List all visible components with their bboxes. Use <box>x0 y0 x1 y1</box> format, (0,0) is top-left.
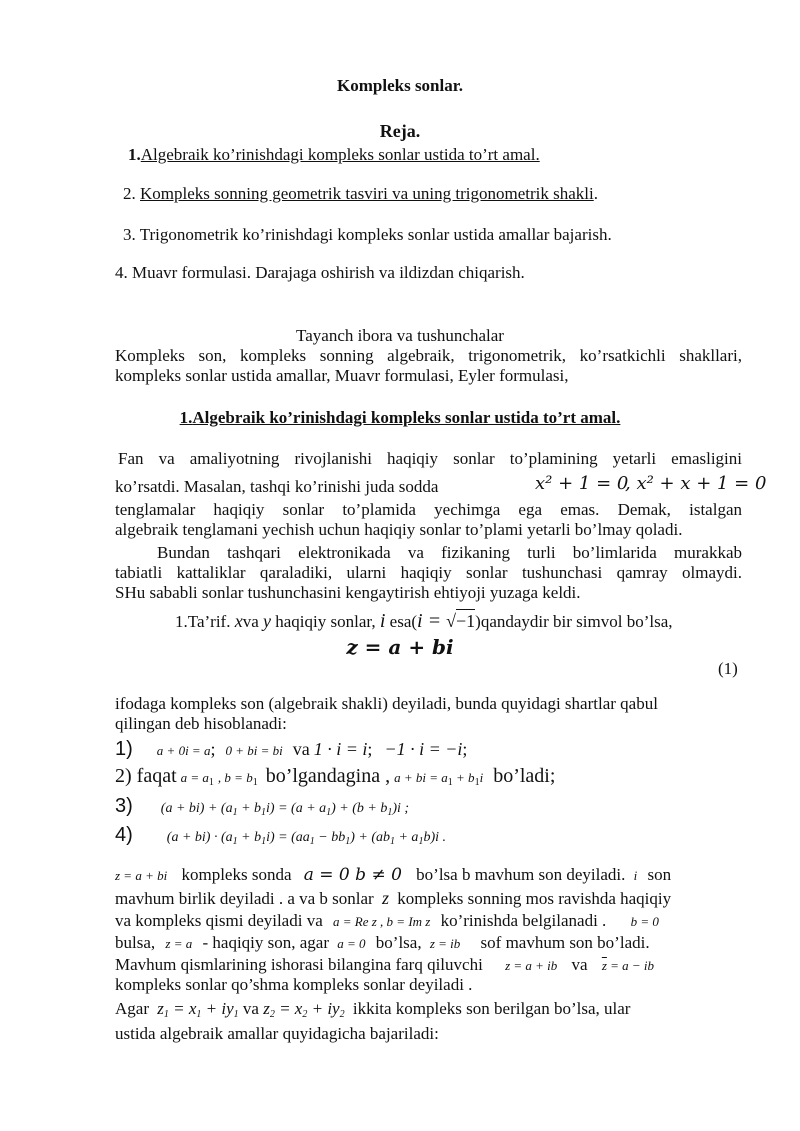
paragraph-intro: Fan va amaliyotning rivojlanishi haqiqiy sonlar to’plamining yetarli emasligini <box>118 449 742 468</box>
plan-item-3: 3. Trigonometrik ko’rinishdagi kompleks sonlar ustida amallar bajarish. <box>123 225 612 244</box>
formula-multiplication: $(a + bi) \cdot (a_1 + b_1i) = (aa_1 - bb_1) + (ab_1 + a_1b)i$ . <box>166 830 446 847</box>
paragraph-agar-line2: ustida algebraik amallar quyidagicha bajariladi: <box>115 1024 439 1043</box>
paragraph-definition: ifodaga kompleks son (algebraik shakli) deyiladi, bunda quyidagi shartlar qabul qilingan deb hisoblanadi: <box>115 694 658 733</box>
section-heading: 1.Algebraik ko’rinishdagi kompleks sonlar ustida to’rt amal. <box>179 408 621 427</box>
formula-z-equals-a-plus-bi: z = a + bi <box>346 635 454 659</box>
paragraph-electronics: Bundan tashqari elektronikada va fizikaning turli bo’limlarida murakkab <box>157 543 742 562</box>
equation-number: (1) <box>718 659 738 678</box>
paragraph-agar-line1: Agar $z_1 = x_1 + iy_1$ va $z_2 = x_2 + iy_2$ ikkita kompleks son berilgan bo’lsa, ular <box>115 999 631 1020</box>
condition-1: 1) a + 0i = a; 0 + bi = bi va 1 · i = i; −1 · i = −i; <box>115 738 468 760</box>
plan-item-1: 1.Algebraik ko’rinishdagi kompleks sonlar ustida to’rt amal. <box>128 145 540 164</box>
paragraph-mavhum-line5: Mavhum qismlarining ishorasi bilangina farq qiluvchi z = a + ib va $\overline{z} = a$ − ib <box>115 955 655 974</box>
equation-x2-plus-1: x² + 1 = 0 <box>535 473 629 494</box>
paragraph-intro-rest: tenglamalar haqiqiy sonlar to’plamida yechimga ega emas. Demak, istalgan algebraik tenglamani yechish uchun haqiqiy sonlar to’plami yetarli bo’lmay qoladi. <box>115 500 742 539</box>
plan-heading: Reja. <box>379 121 421 141</box>
condition-3: 3) $(a + bi) + (a_1 + b_1i) = (a + a_1) + (b + b_1)i$ ; <box>115 795 410 818</box>
document-title: Kompleks sonlar. <box>337 76 463 95</box>
condition-2: 2) faqat $a = a_1$ , $b = b_1$ bo’lgandagina , a + bi = $a_1 + b_1i$ bo’ladi; <box>115 765 556 788</box>
paragraph-mavhum-line2: mavhum birlik deyiladi . a va b sonlar z kompleks sonning mos ravishda haqiqiy <box>115 888 672 908</box>
condition-4: 4) $(a + bi) \cdot (a_1 + b_1i) = (aa_1 - bb_1) + (ab_1 + a_1b)i$ . <box>115 824 446 847</box>
plan-item-4: 4. Muavr formulasi. Darajaga oshirish va ildizdan chiqarish. <box>115 263 525 282</box>
plan-item-2: 2. Kompleks sonning geometrik tasviri va uning trigonometrik shakli. <box>123 184 598 203</box>
paragraph-electronics-rest: tabiatli kattaliklar qaraladiki, ularni haqiqiy sonlar tushunchasi qamray olmaydi. SHu sababli sonlar tushunchasini kengaytirish ehtiyoji yuzaga keldi. <box>115 563 742 602</box>
keywords-heading: Tayanch ibora va tushunchalar <box>296 326 504 345</box>
definition-line: 1.Ta’rif. xva y haqiqiy sonlar, i esa(i = √−1)qandaydir bir simvol bo’lsa, <box>175 610 673 632</box>
paragraph-mavhum-line4: bulsa, z = a - haqiqiy son, agar a = 0 bo’lsa, z = ib sof mavhum son bo’ladi. <box>115 933 650 952</box>
keywords-text: Kompleks son, kompleks sonning algebraik, trigonometrik, ko’rsatkichli shakllari, kompleks sonlar ustida amallar, Muavr formulasi, Eyler formulasi, <box>115 346 742 385</box>
paragraph-mavhum-line3: va kompleks qismi deyiladi va a = Re z , b = Im z ko’rinishda belgilanadi . b = 0 <box>115 911 659 930</box>
paragraph-mavhum-line1: z = a + bi kompleks sonda a = 0 b ≠ 0 bo’lsa b mavhum son deyiladi. i son <box>115 865 672 885</box>
paragraph-mavhum-line6: kompleks sonlar qo’shma kompleks sonlar deyiladi . <box>115 975 473 994</box>
paragraph-intro-line2: ko’rsatdi. Masalan, tashqi ko’rinishi juda sodda x² + 1 = 0 , x² + x + 1 = 0 <box>115 473 767 496</box>
equation-x2-plus-x-plus-1: , x² + x + 1 = 0 <box>625 473 767 494</box>
formula-addition: $(a + bi) + (a_1 + b_1i) = (a + a_1) + (b + b_1)i$ ; <box>160 801 410 818</box>
